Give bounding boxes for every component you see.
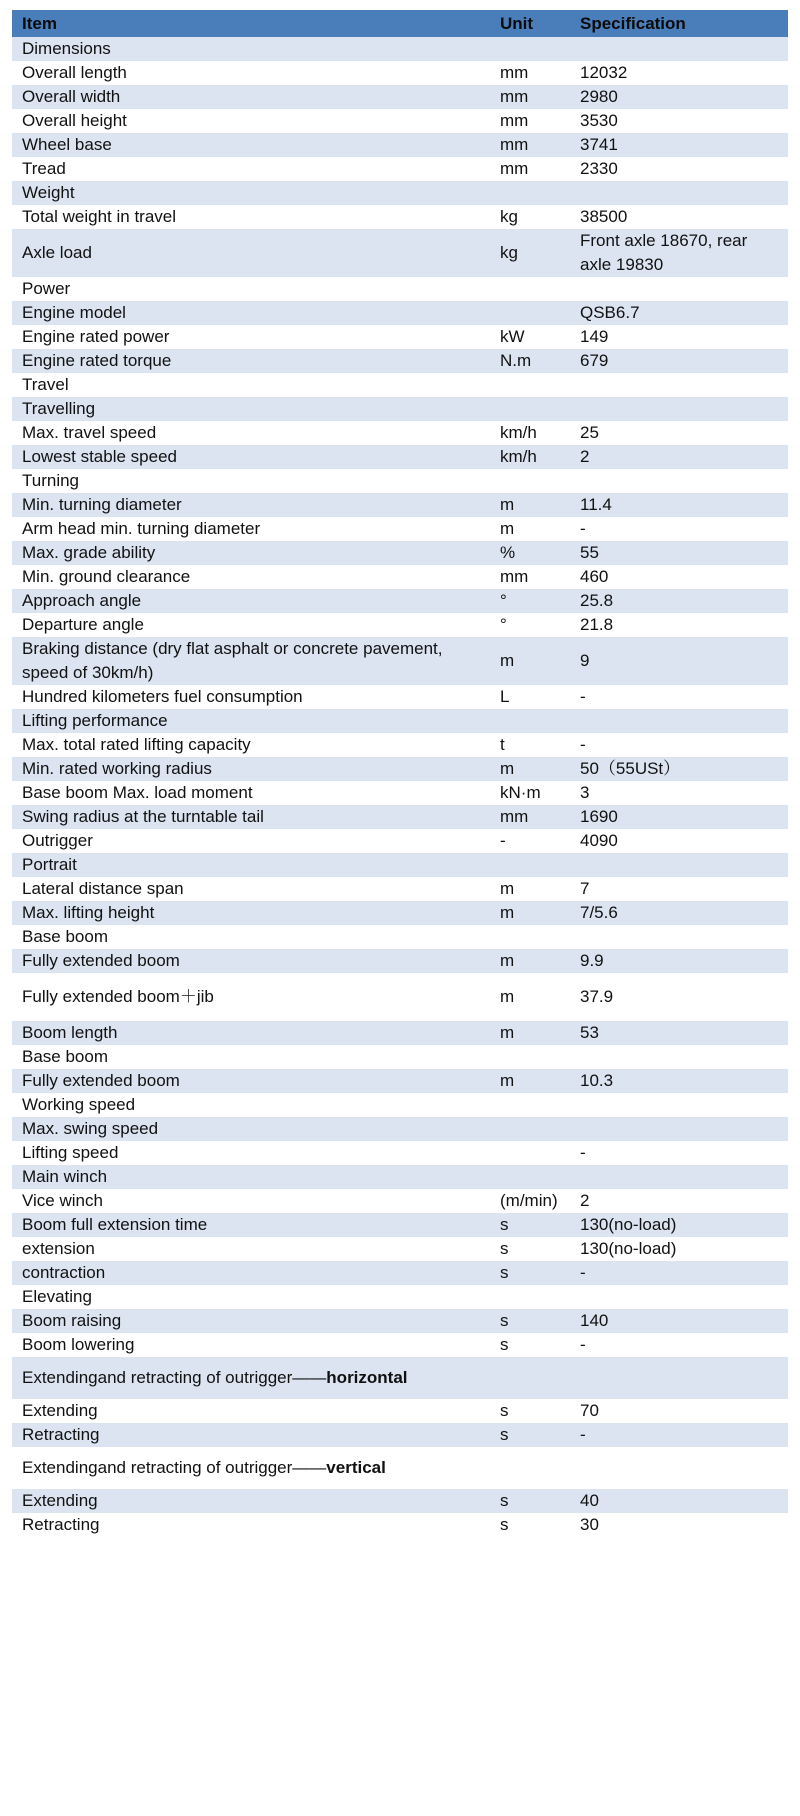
row-specification: 140 bbox=[570, 1309, 788, 1333]
table-row bbox=[12, 109, 788, 133]
row-unit bbox=[490, 37, 570, 61]
row-unit bbox=[490, 925, 570, 949]
row-unit: N.m bbox=[490, 349, 570, 373]
table-row bbox=[12, 1237, 788, 1261]
row-item-emphasis: horizontal bbox=[326, 1368, 408, 1387]
row-unit: m bbox=[490, 901, 570, 925]
row-specification: 1690 bbox=[570, 805, 788, 829]
table-row bbox=[12, 685, 788, 709]
row-unit: s bbox=[490, 1423, 570, 1447]
row-unit: mm bbox=[490, 133, 570, 157]
table-row bbox=[12, 1513, 788, 1537]
row-unit: s bbox=[490, 1237, 570, 1261]
row-unit bbox=[490, 1093, 570, 1117]
table-row bbox=[12, 1021, 788, 1045]
row-specification: 38500 bbox=[570, 205, 788, 229]
row-unit: s bbox=[490, 1213, 570, 1237]
row-specification bbox=[570, 277, 788, 301]
table-row bbox=[12, 1447, 788, 1489]
row-item: Extending bbox=[12, 1489, 490, 1513]
row-item: Departure angle bbox=[12, 613, 490, 637]
row-item: Swing radius at the turntable tail bbox=[12, 805, 490, 829]
row-unit: - bbox=[490, 829, 570, 853]
table-row bbox=[12, 733, 788, 757]
row-unit: mm bbox=[490, 85, 570, 109]
table-row bbox=[12, 469, 788, 493]
row-specification bbox=[570, 181, 788, 205]
row-unit: % bbox=[490, 541, 570, 565]
row-specification: - bbox=[570, 1261, 788, 1285]
row-unit: mm bbox=[490, 61, 570, 85]
row-item: Turning bbox=[12, 469, 490, 493]
row-unit: s bbox=[490, 1333, 570, 1357]
header-specification: Specification bbox=[570, 10, 788, 37]
row-specification: 460 bbox=[570, 565, 788, 589]
table-row bbox=[12, 709, 788, 733]
row-unit bbox=[490, 1447, 570, 1489]
row-item: Hundred kilometers fuel consumption bbox=[12, 685, 490, 709]
row-specification bbox=[570, 1357, 788, 1399]
table-row bbox=[12, 613, 788, 637]
row-unit bbox=[490, 469, 570, 493]
table-row bbox=[12, 1069, 788, 1093]
row-specification bbox=[570, 1285, 788, 1309]
row-specification: 149 bbox=[570, 325, 788, 349]
row-item bbox=[12, 1357, 490, 1399]
row-item: Engine rated torque bbox=[12, 349, 490, 373]
row-specification: 130(no-load) bbox=[570, 1237, 788, 1261]
row-item: Main winch bbox=[12, 1165, 490, 1189]
row-specification bbox=[570, 37, 788, 61]
row-unit: mm bbox=[490, 805, 570, 829]
table-row bbox=[12, 781, 788, 805]
row-unit: L bbox=[490, 685, 570, 709]
row-unit: ° bbox=[490, 613, 570, 637]
row-specification bbox=[570, 1093, 788, 1117]
row-specification bbox=[570, 1117, 788, 1141]
row-unit bbox=[490, 1045, 570, 1069]
table-row bbox=[12, 349, 788, 373]
row-specification: 10.3 bbox=[570, 1069, 788, 1093]
row-unit bbox=[490, 397, 570, 421]
row-specification: 30 bbox=[570, 1513, 788, 1537]
table-row bbox=[12, 925, 788, 949]
row-unit bbox=[490, 181, 570, 205]
row-specification: 3530 bbox=[570, 109, 788, 133]
row-specification: 12032 bbox=[570, 61, 788, 85]
table-row bbox=[12, 829, 788, 853]
table-row bbox=[12, 229, 788, 277]
row-unit: kg bbox=[490, 229, 570, 277]
row-item: Tread bbox=[12, 157, 490, 181]
row-item: Max. travel speed bbox=[12, 421, 490, 445]
row-unit bbox=[490, 1357, 570, 1399]
row-item: Total weight in travel bbox=[12, 205, 490, 229]
row-unit: s bbox=[490, 1399, 570, 1423]
table-row bbox=[12, 973, 788, 1021]
row-item: Weight bbox=[12, 181, 490, 205]
row-item: Arm head min. turning diameter bbox=[12, 517, 490, 541]
row-item: contraction bbox=[12, 1261, 490, 1285]
row-unit bbox=[490, 301, 570, 325]
row-specification: 53 bbox=[570, 1021, 788, 1045]
row-specification: 21.8 bbox=[570, 613, 788, 637]
row-item: Wheel base bbox=[12, 133, 490, 157]
table-row bbox=[12, 1045, 788, 1069]
row-specification: 2330 bbox=[570, 157, 788, 181]
row-specification bbox=[570, 925, 788, 949]
table-row bbox=[12, 421, 788, 445]
row-item: Engine rated power bbox=[12, 325, 490, 349]
row-unit: t bbox=[490, 733, 570, 757]
table-row bbox=[12, 493, 788, 517]
row-unit bbox=[490, 1117, 570, 1141]
row-item: Elevating bbox=[12, 1285, 490, 1309]
row-item-text: Extendingand retracting of outrigger—— bbox=[22, 1458, 327, 1477]
row-unit bbox=[490, 373, 570, 397]
row-specification: 9 bbox=[570, 637, 788, 685]
table-row bbox=[12, 133, 788, 157]
row-specification: 2980 bbox=[570, 85, 788, 109]
row-specification: 55 bbox=[570, 541, 788, 565]
row-item: Boom lowering bbox=[12, 1333, 490, 1357]
row-specification bbox=[570, 469, 788, 493]
row-item: Lowest stable speed bbox=[12, 445, 490, 469]
table-row bbox=[12, 325, 788, 349]
table-row bbox=[12, 61, 788, 85]
row-item: Boom full extension time bbox=[12, 1213, 490, 1237]
table-row bbox=[12, 1489, 788, 1513]
row-item: Fully extended boom＋jib bbox=[12, 973, 490, 1021]
table-row bbox=[12, 1399, 788, 1423]
table-row bbox=[12, 37, 788, 61]
row-specification: 25.8 bbox=[570, 589, 788, 613]
row-unit: m bbox=[490, 1069, 570, 1093]
row-specification: 11.4 bbox=[570, 493, 788, 517]
row-unit bbox=[490, 853, 570, 877]
row-specification: 50（55USt） bbox=[570, 757, 788, 781]
row-specification: 3 bbox=[570, 781, 788, 805]
row-item: Outrigger bbox=[12, 829, 490, 853]
row-item: Overall width bbox=[12, 85, 490, 109]
row-item: Power bbox=[12, 277, 490, 301]
table-row bbox=[12, 1189, 788, 1213]
row-item: Retracting bbox=[12, 1513, 490, 1537]
row-unit: mm bbox=[490, 109, 570, 133]
table-row bbox=[12, 901, 788, 925]
table-row bbox=[12, 1285, 788, 1309]
row-item: Min. rated working radius bbox=[12, 757, 490, 781]
row-item bbox=[12, 1447, 490, 1489]
row-item: extension bbox=[12, 1237, 490, 1261]
row-unit: m bbox=[490, 973, 570, 1021]
table-row bbox=[12, 517, 788, 541]
row-item: Boom raising bbox=[12, 1309, 490, 1333]
row-unit: kW bbox=[490, 325, 570, 349]
row-specification: 25 bbox=[570, 421, 788, 445]
row-item: Engine model bbox=[12, 301, 490, 325]
row-unit: m bbox=[490, 493, 570, 517]
table-body bbox=[12, 37, 788, 1537]
table-row bbox=[12, 541, 788, 565]
row-unit: kN·m bbox=[490, 781, 570, 805]
row-specification: 40 bbox=[570, 1489, 788, 1513]
row-specification: - bbox=[570, 685, 788, 709]
table-row bbox=[12, 805, 788, 829]
row-unit: m bbox=[490, 877, 570, 901]
row-item: Fully extended boom bbox=[12, 949, 490, 973]
row-unit: s bbox=[490, 1309, 570, 1333]
table-row bbox=[12, 877, 788, 901]
row-unit: ° bbox=[490, 589, 570, 613]
table-row bbox=[12, 757, 788, 781]
table-row bbox=[12, 373, 788, 397]
row-item: Approach angle bbox=[12, 589, 490, 613]
table-row bbox=[12, 1093, 788, 1117]
table-row bbox=[12, 589, 788, 613]
table-row bbox=[12, 1423, 788, 1447]
row-item: Lifting speed bbox=[12, 1141, 490, 1165]
row-item: Min. ground clearance bbox=[12, 565, 490, 589]
table-header-row bbox=[12, 10, 788, 37]
row-unit: m bbox=[490, 637, 570, 685]
row-specification: 2 bbox=[570, 445, 788, 469]
row-specification: 7 bbox=[570, 877, 788, 901]
row-item: Axle load bbox=[12, 229, 490, 277]
row-specification: - bbox=[570, 1141, 788, 1165]
row-specification: 2 bbox=[570, 1189, 788, 1213]
row-specification: - bbox=[570, 517, 788, 541]
row-item: Travel bbox=[12, 373, 490, 397]
table-row bbox=[12, 853, 788, 877]
row-item: Overall height bbox=[12, 109, 490, 133]
row-item: Max. total rated lifting capacity bbox=[12, 733, 490, 757]
row-unit: mm bbox=[490, 157, 570, 181]
table-row bbox=[12, 445, 788, 469]
row-item: Travelling bbox=[12, 397, 490, 421]
row-item: Lateral distance span bbox=[12, 877, 490, 901]
row-unit: s bbox=[490, 1261, 570, 1285]
row-item: Min. turning diameter bbox=[12, 493, 490, 517]
row-unit: m bbox=[490, 949, 570, 973]
row-specification: - bbox=[570, 1423, 788, 1447]
row-item: Base boom bbox=[12, 1045, 490, 1069]
table-row bbox=[12, 397, 788, 421]
table-row bbox=[12, 205, 788, 229]
row-specification bbox=[570, 1045, 788, 1069]
row-unit bbox=[490, 1141, 570, 1165]
table-row bbox=[12, 157, 788, 181]
row-item: Retracting bbox=[12, 1423, 490, 1447]
row-unit bbox=[490, 709, 570, 733]
table-row bbox=[12, 1117, 788, 1141]
table-row bbox=[12, 1213, 788, 1237]
header-unit: Unit bbox=[490, 10, 570, 37]
table-row bbox=[12, 637, 788, 685]
table-row bbox=[12, 181, 788, 205]
row-specification: 3741 bbox=[570, 133, 788, 157]
row-item: Extending bbox=[12, 1399, 490, 1423]
row-unit: (m/min) bbox=[490, 1189, 570, 1213]
row-specification: 70 bbox=[570, 1399, 788, 1423]
table-row bbox=[12, 1357, 788, 1399]
header-item: Item bbox=[12, 10, 490, 37]
row-item: Working speed bbox=[12, 1093, 490, 1117]
row-item: Dimensions bbox=[12, 37, 490, 61]
row-unit: km/h bbox=[490, 445, 570, 469]
row-item: Max. swing speed bbox=[12, 1117, 490, 1141]
row-unit: s bbox=[490, 1513, 570, 1537]
row-item-text: Extendingand retracting of outrigger—— bbox=[22, 1368, 327, 1387]
row-unit bbox=[490, 1165, 570, 1189]
row-specification: Front axle 18670, rear axle 19830 bbox=[570, 229, 788, 277]
table-row bbox=[12, 1165, 788, 1189]
row-item: Vice winch bbox=[12, 1189, 490, 1213]
table-row bbox=[12, 85, 788, 109]
row-unit: m bbox=[490, 517, 570, 541]
row-specification: 9.9 bbox=[570, 949, 788, 973]
table-row bbox=[12, 1333, 788, 1357]
row-specification: QSB6.7 bbox=[570, 301, 788, 325]
row-item: Max. lifting height bbox=[12, 901, 490, 925]
table-row bbox=[12, 949, 788, 973]
row-unit: km/h bbox=[490, 421, 570, 445]
row-item: Base boom bbox=[12, 925, 490, 949]
table-row bbox=[12, 1261, 788, 1285]
row-item: Lifting performance bbox=[12, 709, 490, 733]
row-item: Max. grade ability bbox=[12, 541, 490, 565]
row-unit: m bbox=[490, 757, 570, 781]
row-specification: 130(no-load) bbox=[570, 1213, 788, 1237]
row-unit: s bbox=[490, 1489, 570, 1513]
row-item: Portrait bbox=[12, 853, 490, 877]
row-unit: kg bbox=[490, 205, 570, 229]
row-specification bbox=[570, 853, 788, 877]
row-unit: m bbox=[490, 1021, 570, 1045]
table-row bbox=[12, 277, 788, 301]
table-row bbox=[12, 301, 788, 325]
row-specification bbox=[570, 373, 788, 397]
row-unit: mm bbox=[490, 565, 570, 589]
table-row bbox=[12, 1141, 788, 1165]
row-item-emphasis: vertical bbox=[326, 1458, 386, 1477]
row-unit bbox=[490, 277, 570, 301]
row-item: Base boom Max. load moment bbox=[12, 781, 490, 805]
row-specification bbox=[570, 1165, 788, 1189]
row-specification: - bbox=[570, 733, 788, 757]
row-unit bbox=[490, 1285, 570, 1309]
row-item: Overall length bbox=[12, 61, 490, 85]
row-specification bbox=[570, 709, 788, 733]
row-specification: - bbox=[570, 1333, 788, 1357]
row-item: Braking distance (dry flat asphalt or concrete pavement, speed of 30km/h) bbox=[12, 637, 490, 685]
row-specification: 7/5.6 bbox=[570, 901, 788, 925]
table-row bbox=[12, 565, 788, 589]
table-row bbox=[12, 1309, 788, 1333]
row-specification bbox=[570, 1447, 788, 1489]
row-specification bbox=[570, 397, 788, 421]
row-item: Fully extended boom bbox=[12, 1069, 490, 1093]
row-item: Boom length bbox=[12, 1021, 490, 1045]
row-specification: 4090 bbox=[570, 829, 788, 853]
specification-table bbox=[12, 10, 788, 1537]
row-specification: 37.9 bbox=[570, 973, 788, 1021]
row-specification: 679 bbox=[570, 349, 788, 373]
